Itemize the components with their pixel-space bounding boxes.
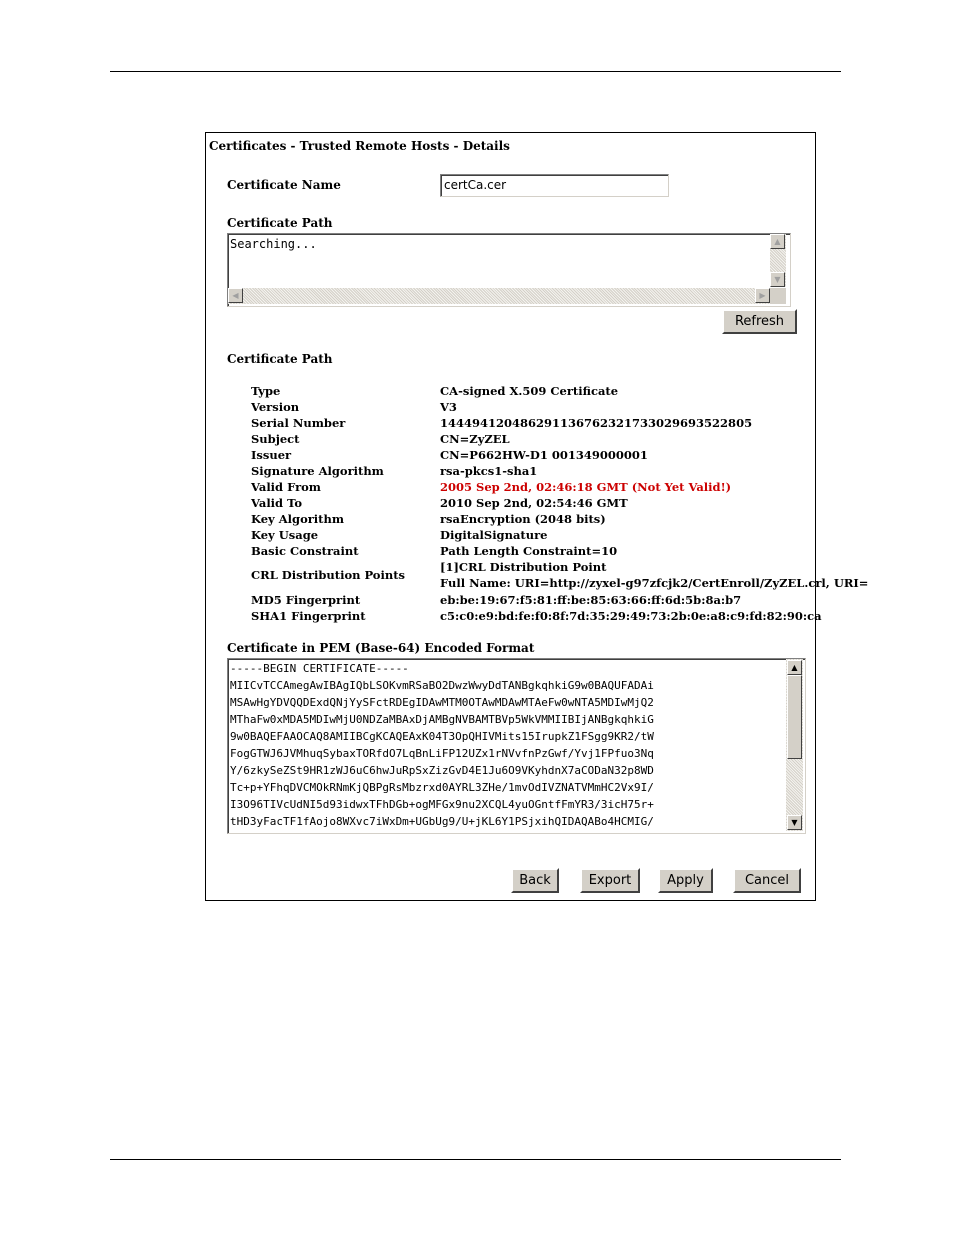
detail-label: Version [251,400,300,414]
detail-value: CN=P662HW-D1 001349000001 [440,448,648,462]
detail-label: CRL Distribution Points [251,568,405,582]
detail-row-valid-to [251,496,816,512]
pem-line: tHD3yFacTF1fAojo8WXvc7iWxDm+UGbUg9/U+jKL6Y1PSjxihQIDAQABo4HCMIG/ [230,815,654,828]
certificate-name-input[interactable]: certCa.cer [440,174,669,197]
detail-label: Valid From [251,480,321,494]
detail-row-serial-number [251,416,816,432]
detail-label: SHA1 Fingerprint [251,609,366,623]
detail-value-full-name: Full Name: URI=http://zyxel-g97zfcjk2/CertEnroll/ZyZEL.crl, URI= [440,576,869,590]
back-button[interactable]: Back [511,868,559,893]
detail-value: eb:be:19:67:f5:81:ff:be:85:63:66:ff:6d:5b:8a:b7 [440,593,742,607]
certificate-path-label: Certificate Path [227,216,333,230]
certificate-path-text: Searching... [230,237,317,251]
pem-textarea[interactable] [227,658,806,834]
detail-row-valid-from [251,480,816,496]
detail-label: Signature Algorithm [251,464,384,478]
detail-value: 2010 Sep 2nd, 02:54:46 GMT [440,496,628,510]
apply-button[interactable]: Apply [658,868,713,893]
export-button[interactable]: Export [580,868,640,893]
detail-value: rsaEncryption (2048 bits) [440,512,606,526]
pem-line: Y/6zkySeZSt9HR1zWJ6uC6hwJuRpSxZizGvD4E1Ju6O9VKyhdnX7aCODaN32p8WD [230,764,654,777]
detail-value: 144494120486291136762321733029693522805 [440,416,753,430]
detail-row-md5-fingerprint [251,593,816,609]
scroll-right-icon[interactable]: ▶ [755,288,770,303]
detail-row-sha1-fingerprint [251,609,822,625]
pem-line: I3O96TIVcUdNI5d93idwxTFhDGb+ogMFGx9nu2XCQL4yuOGntfFmYR3/3icH75r+ [230,798,654,811]
detail-row-type [251,384,816,400]
detail-label: Issuer [251,448,292,462]
detail-value: rsa-pkcs1-sha1 [440,464,538,478]
pem-line: FogGTWJ6JVMhuqSybaxTORfdO7LqBnLiFP12UZx1rNVvfnPzGwf/Yvj1FPfuo3Nq [230,747,654,760]
pem-line: -----BEGIN CERTIFICATE----- [230,662,409,675]
detail-value: CN=ZyZEL [440,432,510,446]
detail-row-issuer [251,448,816,464]
detail-value: [1]CRL Distribution Point [440,560,607,574]
refresh-button[interactable]: Refresh [722,309,797,334]
detail-value: V3 [440,400,457,414]
footer-rule [110,1159,841,1160]
scroll-down-icon[interactable]: ▼ [787,815,802,830]
pem-line: 9w0BAQEFAAOCAQ8AMIIBCgKCAQEAxK04T3OpQHIVMits15IrupkZ1FSgg9KR2/tW [230,730,654,743]
detail-value-warning: 2005 Sep 2nd, 02:46:18 GMT (Not Yet Valid!) [440,480,732,494]
pem-line: MThaFw0xMDA5MDIwMjU0NDZaMBAxDjAMBgNVBAMTBVp5WkVMMIIBIjANBgkqhkiG [230,713,654,726]
path-horizontal-scrollbar[interactable] [228,288,770,304]
scroll-down-icon[interactable]: ▼ [770,272,785,287]
detail-value: c5:c0:e9:bd:fe:f0:8f:7d:35:29:49:73:2b:0e:a8:c9:fd:82:90:ca [440,609,822,623]
detail-row-key-usage [251,528,816,544]
detail-label: Type [251,384,281,398]
certificate-details-panel [205,132,869,901]
pem-line: Tc+p+YFhqDVCMOkRNmKjQBPgRsMbzrxd0AYRL3ZHe/1mvOdIVZNATVMmHC2Vx9I/ [230,781,654,794]
detail-label: Subject [251,432,300,446]
detail-label: Valid To [251,496,303,510]
scrollbar-thumb[interactable] [787,675,802,759]
certificate-name-label: Certificate Name [227,178,341,192]
detail-value: Path Length Constraint=10 [440,544,618,558]
certificate-path-textarea[interactable] [227,233,791,307]
detail-label: Key Algorithm [251,512,345,526]
cancel-button[interactable]: Cancel [733,868,801,893]
scroll-up-icon[interactable]: ▲ [787,660,802,675]
certificate-path-details-label: Certificate Path [227,352,333,366]
detail-label: Serial Number [251,416,346,430]
detail-label: Key Usage [251,528,319,542]
pem-format-label: Certificate in PEM (Base-64) Encoded Format [227,641,535,655]
detail-value: DigitalSignature [440,528,548,542]
detail-label: Basic Constraint [251,544,359,558]
detail-value: CA-signed X.509 Certificate [440,384,619,398]
detail-label: MD5 Fingerprint [251,593,361,607]
pem-line: MIICvTCCAmegAwIBAgIQbLSOKvmRSaBO2DwzWwyDdTANBgkqhkiG9w0BAQUFADAi [230,679,654,692]
header-rule [110,71,841,72]
scroll-up-icon[interactable]: ▲ [770,234,785,249]
detail-row-key-algorithm [251,512,816,528]
scroll-left-icon[interactable]: ◀ [228,288,243,303]
detail-row-crl-distribution-points [251,560,869,592]
pem-content [230,660,654,830]
scrollbar-corner [770,288,786,304]
detail-row-subject [251,432,816,448]
pem-line: MSAwHgYDVQQDExdQNjYySFctRDEgIDAwMTM0OTAwMDAwMTAeFw0wNTA5MDIwMjQ2 [230,696,654,709]
detail-row-basic-constraint [251,544,816,560]
detail-row-version [251,400,816,416]
panel-title: Certificates - Trusted Remote Hosts - Details [209,139,510,153]
detail-row-signature-algorithm [251,464,816,480]
